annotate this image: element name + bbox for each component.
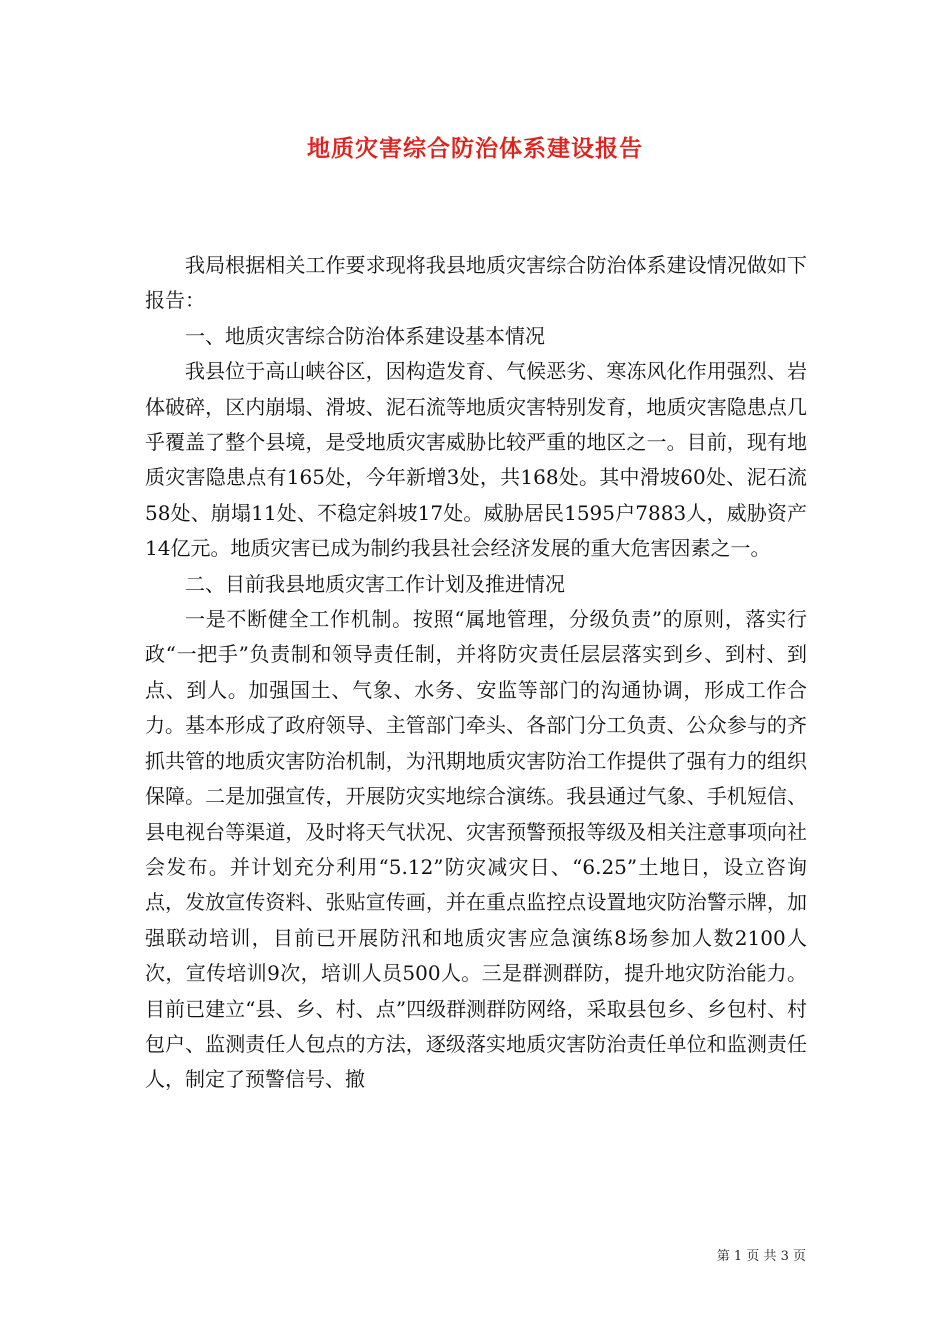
document-title: 地质灾害综合防治体系建设报告 bbox=[307, 135, 643, 162]
paragraph-work-plan: 一是不断健全工作机制。按照“属地管理，分级负责”的原则，落实行政“一把手”负责制和领导责任制，并将防灾责任层层落实到乡、到村、到点、到人。加强国土、气象、水务、安监等部门的沟通协调，形成工作合力。基本形成了政府领导、主管部门牵头、各部门分工负责、公众参与的齐抓共管的地质灾害防治机制，为汛期地质灾害防治工作提供了强有力的组织保障。二是加强宣传，开展防灾实地综合演练。我县通过气象、手机短信、县电视台等渠道，及时将天气状况、灾害预警预报等级及相关注意事项向社会发布。并计划充分利用“5.12”防灾减灾日、“6.25”土地日，设立咨询点，发放宣传资料、张贴宣传画，并在重点监控点设置地灾防治警示牌，加强联动培训，目前已开展防汛和地质灾害应急演练8场参加人数2100人次，宣传培训9次，培训人员500人。三是群测群防，提升地灾防治能力。目前已建立“县、乡、村、点”四级群测群防网络，采取县包乡、乡包村、村包户、监测责任人包点的方法，逐级落实地质灾害防治责任单位和监测责任人，制定了预警信号、撤 bbox=[145, 607, 807, 1092]
document-body bbox=[145, 248, 807, 1098]
section-heading-1: 一、地质灾害综合防治体系建设基本情况 bbox=[185, 323, 545, 348]
intro-paragraph: 我局根据相关工作要求现将我县地质灾害综合防治体系建设情况做如下报告： bbox=[145, 253, 807, 313]
paragraph-basic-situation: 我县位于高山峡谷区，因构造发育、气候恶劣、寒冻风化作用强烈、岩体破碎，区内崩塌、滑坡、泥石流等地质灾害特别发育，地质灾害隐患点几乎覆盖了整个县境，是受地质灾害威胁比较严重的地区之一。目前，现有地质灾害隐患点有165处，今年新增3处，共168处。其中滑坡60处、泥石流58处、崩塌11处、不稳定斜坡17处。威胁居民1595户7883人，威胁资产14亿元。地质灾害已成为制约我县社会经济发展的重大危害因素之一。 bbox=[145, 359, 807, 561]
page-number-footer: 第 1 页 共 3 页 bbox=[716, 1249, 806, 1264]
section-heading-2: 二、目前我县地质灾害工作计划及推进情况 bbox=[185, 571, 565, 596]
